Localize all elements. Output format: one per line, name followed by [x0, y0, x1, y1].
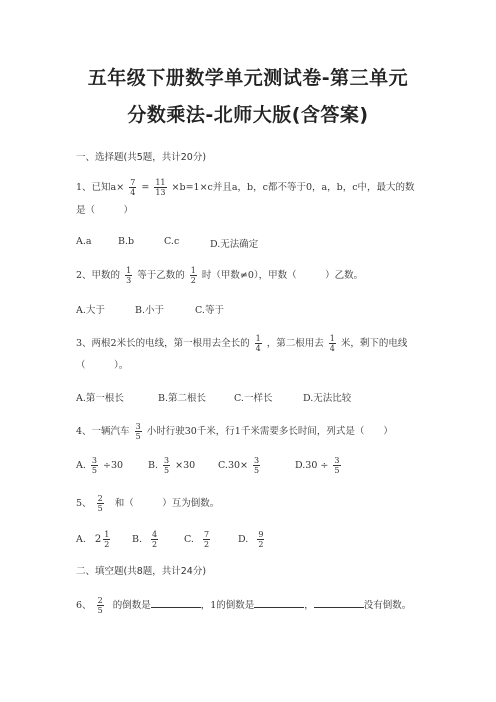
q4a-label: A.: [76, 460, 86, 471]
q6-text-2: 的倒数是: [112, 600, 151, 611]
q5-option-b[interactable]: [132, 530, 160, 549]
question-1-line-1: [76, 178, 415, 197]
q5c-fraction: [203, 530, 210, 549]
q5b-label: B.: [132, 534, 143, 545]
q4-text-2: 小时行驶30千米，行1千米需要多长时间，列式是（ ）: [146, 426, 393, 437]
page-title-line-2: 分数乘法-北师大版(含答案): [127, 104, 369, 126]
q4-option-c[interactable]: [218, 456, 262, 475]
q3-f2-numerator: 1: [329, 334, 335, 343]
question-4: [76, 422, 393, 441]
q4-f1-denominator: 5: [135, 432, 141, 441]
q4-text-1: 4、一辆汽车: [76, 426, 130, 437]
q3-text-1: 3、两根2米长的电线，第一根用去全长的: [76, 338, 250, 349]
q5-option-a[interactable]: [76, 530, 112, 549]
question-1-line-2: 是（ ）: [76, 205, 134, 216]
q6-text-5: 没有倒数。: [363, 600, 412, 611]
q2-f2-denominator: 2: [190, 276, 196, 285]
q2-f2-numerator: 1: [190, 266, 196, 275]
q4-option-a[interactable]: [76, 456, 123, 475]
q4-option-b[interactable]: [148, 456, 195, 475]
q5b-fraction: [151, 530, 158, 549]
q5-fraction-1: [97, 494, 104, 513]
q4a-numerator: 3: [91, 456, 98, 465]
q4b-fraction: [163, 456, 170, 475]
q4c-numerator: 3: [254, 456, 260, 465]
q3-fraction-2: [329, 334, 336, 353]
q1-text-3: ×b=1×c并且a，b，c都不等于0，a，b，c中，最大的数: [171, 182, 415, 193]
q3-f1-denominator: 4: [255, 344, 261, 353]
q5-text-2: 和（ ）互为倒数。: [114, 498, 220, 509]
q4b-denominator: 5: [164, 466, 170, 475]
q6-fraction-1: [97, 596, 104, 615]
q4a-fraction: [91, 456, 98, 475]
q5-f1-denominator: 5: [97, 504, 103, 513]
q2-f1-numerator: 1: [126, 266, 132, 275]
q2-fraction-2: [190, 266, 197, 285]
question-3-line-1: [76, 334, 407, 353]
q1-f1-denominator: 4: [130, 188, 136, 197]
q4b-rest: ×30: [175, 460, 196, 471]
section-heading-choice: 一、选择题(共5题，共计20分): [76, 152, 207, 163]
q1-text-1: 1、已知a×: [76, 182, 125, 193]
q5c-denominator: 2: [203, 540, 210, 549]
q2-f1-denominator: 3: [126, 276, 132, 285]
q4-f1-numerator: 3: [135, 422, 141, 431]
q1-option-b[interactable]: B.b: [118, 236, 135, 247]
q5a-whole: 2: [94, 534, 102, 545]
q5a-fraction: [103, 530, 110, 549]
q5d-label: D.: [238, 534, 249, 545]
q2-option-c[interactable]: C.等于: [195, 305, 224, 316]
q5-option-c[interactable]: [184, 530, 212, 549]
q3-option-b[interactable]: B.第二根长: [158, 393, 207, 404]
q5d-numerator: 9: [258, 530, 264, 539]
q5c-label: C.: [184, 534, 194, 545]
q3-f2-denominator: 4: [329, 344, 335, 353]
q6-text-4: ，: [304, 600, 314, 611]
q3-text-3: 米，剩下的电线: [340, 338, 408, 349]
q6-text-3: ，1的倒数是: [200, 600, 255, 611]
question-6: [76, 596, 411, 615]
q3-fraction-1: [255, 334, 262, 353]
q6-blank-3[interactable]: [314, 598, 364, 608]
q5b-numerator: 4: [152, 530, 158, 539]
q2-option-b[interactable]: B.小于: [135, 305, 165, 316]
q3-text-2: ，第二根用去: [266, 338, 324, 349]
question-5: [76, 494, 219, 513]
q5-f1-numerator: 2: [97, 494, 103, 503]
q5-text-1: 5、: [76, 498, 92, 509]
q4b-label: B.: [148, 460, 159, 471]
q5a-denominator: 2: [104, 540, 110, 549]
q2-fraction-1: [125, 266, 132, 285]
q3-option-c[interactable]: C.一样长: [234, 393, 273, 404]
q2-text-2: 等于乙数的: [137, 270, 185, 281]
q6-f1-denominator: 5: [97, 606, 103, 615]
q1-f2-denominator: 13: [155, 188, 166, 197]
q2-text-3: 时（甲数≠0），甲数（ ）乙数。: [201, 270, 364, 281]
q4c-fraction: [253, 456, 260, 475]
q4-option-d[interactable]: [295, 456, 343, 475]
q5d-denominator: 2: [258, 540, 264, 549]
q2-option-a[interactable]: A.大于: [76, 305, 105, 316]
q1-f2-numerator: 11: [155, 178, 166, 187]
q5c-numerator: 7: [203, 530, 210, 539]
q6-blank-1[interactable]: [151, 598, 201, 608]
q5a-numerator: 1: [104, 530, 110, 539]
q5a-label: A.: [76, 534, 86, 545]
q5d-fraction: [257, 530, 264, 549]
q4d-label: D.30 ÷: [295, 460, 329, 471]
q6-text-1: 6、: [76, 600, 92, 611]
q3-option-d[interactable]: D.无法比较: [303, 393, 352, 404]
q4c-label: C.30×: [218, 460, 248, 471]
section-heading-fill-in: 二、填空题(共8题，共计24分): [76, 566, 207, 577]
page-title-line-1: 五年级下册数学单元测试卷-第三单元: [87, 67, 409, 89]
q2-text-1: 2、甲数的: [76, 270, 121, 281]
q4d-fraction: [333, 456, 340, 475]
question-2: [76, 266, 363, 285]
q6-blank-2[interactable]: [254, 598, 304, 608]
q4d-numerator: 3: [334, 456, 340, 465]
q1-fraction-1: [129, 178, 136, 197]
q1-option-d[interactable]: D.无法确定: [210, 239, 259, 250]
q1-fraction-2: [154, 178, 166, 197]
q4c-denominator: 5: [254, 466, 260, 475]
q3-option-a[interactable]: A.第一根长: [76, 393, 124, 404]
q4a-rest: ÷30: [103, 460, 124, 471]
q5b-denominator: 2: [152, 540, 158, 549]
q4-fraction-1: [135, 422, 142, 441]
q1-f1-numerator: 7: [130, 178, 136, 187]
q4b-numerator: 3: [164, 456, 170, 465]
q6-f1-numerator: 2: [97, 596, 103, 605]
q1-option-c[interactable]: C.c: [164, 236, 180, 247]
q1-text-2: =: [141, 182, 150, 193]
q5-option-d[interactable]: [238, 530, 266, 549]
q4a-denominator: 5: [91, 466, 98, 475]
q1-option-a[interactable]: A.a: [76, 236, 92, 247]
question-3-line-2: （ ）。: [76, 360, 129, 371]
q4d-denominator: 5: [334, 466, 340, 475]
q3-f1-numerator: 1: [255, 334, 261, 343]
